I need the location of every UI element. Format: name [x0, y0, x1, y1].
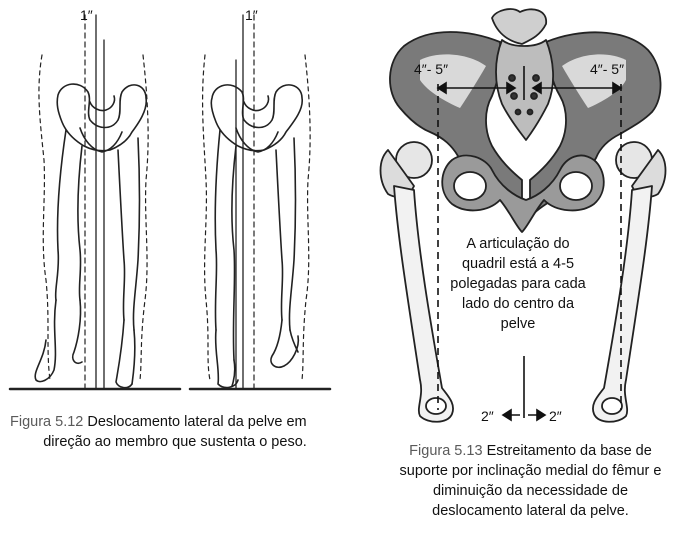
- fig512-label: Figura 5.12: [10, 414, 84, 430]
- sacrum-top: [492, 9, 546, 44]
- figure-5-12-drawing: [10, 15, 330, 389]
- fig512-caption: [10, 412, 370, 452]
- left-leg-figure: [35, 15, 148, 389]
- fig512-marker-left: 1″: [80, 7, 93, 23]
- left-femur: [394, 186, 453, 422]
- fig513-bottom-left: 2″: [481, 408, 494, 424]
- fig513-annotation: A articulação do quadril está a 4-5 polegadas para cada lado do centro da pelve: [448, 234, 588, 334]
- fig512-caption-line2: direção ao membro que sustenta o peso.: [43, 434, 307, 450]
- fig513-bottom-right: 2″: [549, 408, 562, 424]
- fig513-caption: [388, 441, 673, 521]
- fig512-caption-line1: Deslocamento lateral da pelve em: [87, 414, 307, 430]
- fig513-dim-right: 4″- 5″: [590, 61, 625, 77]
- fig512-marker-right: 1″: [245, 7, 258, 23]
- right-femur: [593, 186, 652, 422]
- right-leg-figure: [203, 15, 311, 389]
- fig513-caption-text: Estreitamento da base de suporte por inclinação medial do fêmur e diminuição da necessidade de deslocamento lateral da pelve.: [399, 443, 662, 519]
- fig513-label: Figura 5.13: [409, 443, 483, 459]
- fig513-dim-left: 4″- 5″: [414, 61, 449, 77]
